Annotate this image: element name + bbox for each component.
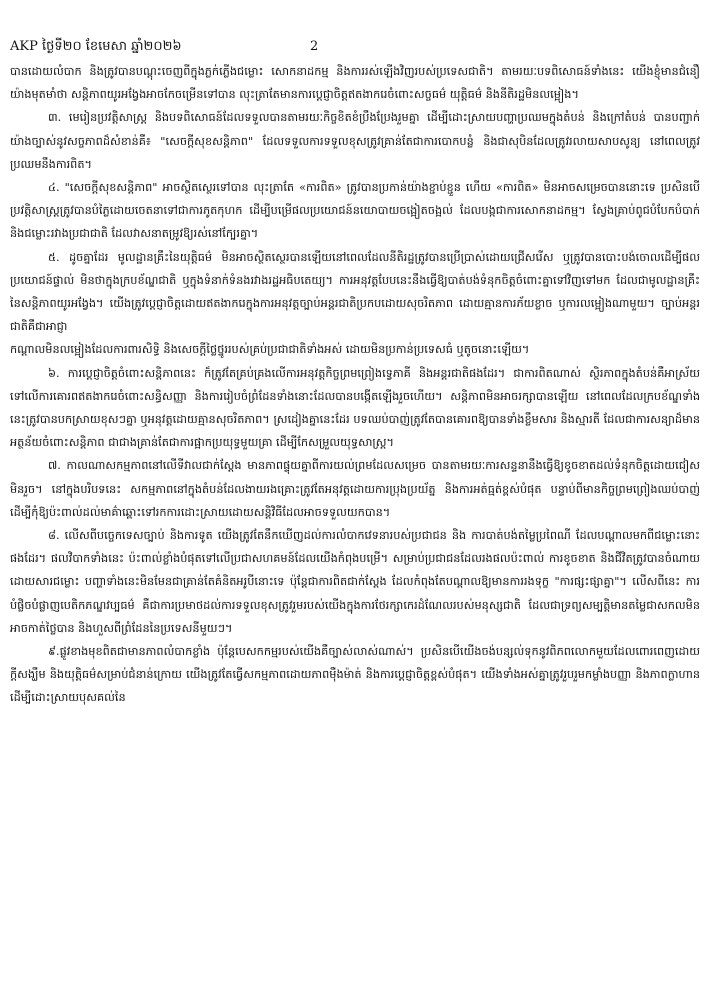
paragraph-4: ៤. "សេចក្ដីសុខសន្តិភាព" អាចស្ថិតស្ថេរទៅបាន លុះត្រាតែ «ការពិត» ត្រូវបានប្រកាន់យ៉ាងខ្ជាប់ខ្ជួន ហើយ «ការពិត» មិនអាចសម្រេចបាននោះទេ ប្រសិនបើប្រវត្តិសាស្ត្រត្រូវបានបំភ្លៃដោយចេតនាទៅជាការភូតកុហក ដើម្បីបម្រើផលប្រយោជន៍នយោបាយចង្អៀតចង្អល់ ដែលបង្កជាការសោកនាដកម្ម។ ស្វែងគ្រាប់ពូជបំបែកបំបាក់និងជម្លោះរវាងប្រជាជាតិ ដែលវាសនាតម្រូវឱ្យរស់នៅក្បែរគ្នា។ (10, 181, 700, 241)
header-agency-date: AKP ថ្ងៃទី២០ ខែមេសា ឆ្នាំ២០២៦ (10, 39, 182, 54)
paragraph-3: ៣. មេរៀនប្រវត្តិសាស្ត្រ និងបទពិសោធន៍ដែលទទួលបានតាមរយៈកិច្ចខិតខំប្រឹងប្រែងរួមគ្នា ដើម្បីដោះស្រាយបញ្ហាប្រឈមក្នុងតំបន់ និងក្រៅតំបន់ បានបញ្ជាក់យ៉ាងច្បាស់នូវសច្ចភាពដ៏សំខាន់គឺ៖ "សេចក្ដីសុខសន្តិភាព" ដែលទទួលការទទួលខុសត្រូវគ្រាន់តែជាការបោកបន្លំ និងជាសុបិនដែលត្រូវរលាយសាបសូន្យ នៅពេលត្រូវប្រឈមនឹងការពិត។ (10, 111, 700, 171)
page-header (10, 36, 700, 58)
paragraph-8: ៨. លើសពីបច្ចេកទេសច្បាប់ និងការទូត យើងត្រូវតែនឹកឃើញដល់ការលំបាកវេទនារបស់ប្រជាជន និង ការបាត់បង់តម្លៃប្រពៃណី ដែលបណ្ដាលមកពីជម្លោះនោះផងដែរ។ ផលវិបាកទាំងនេះ ប៉ះពាល់ខ្លាំងបំផុតទៅលើប្រជាសហគមន៍ដែលយើងកំពុងបម្រើ។ សម្រាប់ប្រជាជនដែលរងផលប៉ះពាល់ ការខូចខាត និងជីវិតត្រូវបានចំណាយដោយសារជម្លោះ បញ្ហាទាំងនេះមិនមែនជាគ្រាន់តែគំនិតអរូបីនោះទេ ប៉ុន្តែជាការពិតជាក់ស្ដែង ដែលកំពុងតែបណ្ដាលឱ្យមានការរងទុក្ខ "ការផ្សះផ្សាគ្នា"។ លើសពីនេះ ការបំផ្លិចបំផ្លាញបេតិកភណ្ឌវប្បធម៌ គឺជាការប្រមាថដល់ការទទួលខុសត្រូវរួមរបស់យើងក្នុងការថែរក្សាកេរដំណែលរបស់មនុស្សជាតិ ដែលជាទ្រព្យសម្បត្តិមានតម្លៃជាសកលមិនអាចកាត់ថ្លៃបាន និងហួសពីព្រំដែននៃប្រទេសនីមួយៗ។ (10, 529, 700, 635)
paragraph-5: ៥. ដូចគ្នាដែរ មូលដ្ឋានគ្រឹះនៃយុត្តិធម៌ មិនអាចស្ថិតស្ថេរបានឡើយនៅពេលដែលនីតិរដ្ឋត្រូវបានប្រើប្រាស់ដោយជ្រើសរើស ឬត្រូវបានបោះបង់ចោលដើម្បីផលប្រយោជន៍ផ្ទាល់ មិនថាក្នុងក្របខ័ណ្ឌជាតិ ឬក្នុងទំនាក់ទំនងរវាងរដ្ឋអធិបតេយ្យ។ ការអនុវត្តបែបនេះនឹងធ្វើឱ្យបាត់បង់ទំនុកចិត្តចំពោះគ្នាទៅវិញទៅមក ដែលជាមូលដ្ឋានគ្រឹះនៃសន្តិភាពយូរអង្វែង។ យើងត្រូវប្ដេជ្ញាចិត្តដោយឥតងាករេក្នុងការអនុវត្តច្បាប់អន្តរជាតិប្រកបដោយសុចរិតភាព ដោយគ្មានការភ័យខ្លាច ឬការលម្អៀងណាមួយ។ ច្បាប់អន្តរជាតិគឺជាអាជ្ញា (10, 250, 700, 334)
paragraph-7: ៧. កាលណាសកម្មភាពនៅលើទីវាលជាក់ស្ដែង មានភាពផ្ទុយគ្នាពីការយល់ព្រមដែលសម្រេច បានតាមរយៈការសន្ទនានឹងធ្វើឱ្យខូចខាតដល់ទំនុកចិត្តដោយជៀសមិនរួច។ នៅក្នុងបរិបទនេះ សកម្មភាពនៅក្នុងតំបន់ដែលងាយរងគ្រោះត្រូវតែអនុវត្តដោយការប្រុងប្រយ័ត្ន និងការអត់ធ្មត់ខ្ពស់បំផុត បន្ទាប់ពីមានកិច្ចព្រមព្រៀងឈប់បាញ់ ដើម្បីកុំឱ្យប៉ះពាល់ដល់មាគ៌ាឆ្ពោះទៅរកការដោះស្រាយដោយសន្តិវិធីដែលអាចទទួលយកបាន។ (10, 459, 700, 519)
paragraph-9: ៩.ផ្លូវខាងមុខពិតជាមានភាពលំបាកខ្លាំង ប៉ុន្តែបេសកកម្មរបស់យើងគឺច្បាស់លាស់ណាស់។ ប្រសិនបើយើងចង់បន្សល់ទុកនូវពិភពលោកមួយដែលពោរពេញដោយក្ដីសង្ឃឹម និងយុត្តិធម៌សម្រាប់ជំនាន់ក្រោយ យើងត្រូវតែធ្វើសកម្មភាពដោយភាពម៉ឺងម៉ាត់ និងការប្ដេជ្ញាចិត្តខ្ពស់បំផុត។ យើងទាំងអស់គ្នាត្រូវរួបរួមកម្លាំងបញ្ញា និងភាពក្លាហាន ដើម្បីដោះស្រាយបុសគល់នៃ (10, 645, 700, 705)
paragraph-5-continuation: កណ្ដាលមិនលម្អៀងដែលការពារសិទ្ធិ និងសេចក្ដីថ្លៃថ្នូររបស់គ្រប់ប្រជាជាតិទាំងអស់ ដោយមិនប្រកាន់ប្រទេសធំ ឬតូចនោះឡើយ។ (10, 343, 530, 357)
document-body (10, 60, 700, 710)
paragraph-continuation: បានដោយលំបាក និងត្រូវបានបណ្ដុះចេញពីក្នុងភ្លក់ភ្លើងជម្លោះ សោកនាដកម្ម និងការរស់ឡើងវិញរបស់ប្រទេសជាតិ។ តាមរយៈបទពិសោធន៍ទាំងនេះ យើងខ្ញុំមានជំនឿយ៉ាងមុតមាំថា សន្តិភាពយូរអង្វែងអាចកែចម្រើនទៅបាន លុះត្រាតែមានការប្ដេជ្ញាចិត្តឥតងាករេចំពោះសច្ចធម៌ យុត្តិធម៌ និងនីតិរដ្ឋមិនលម្អៀង។ (10, 65, 700, 102)
paragraph-6: ៦. ការប្ដេជ្ញាចិត្តចំពោះសន្តិភាពនេះ ក៏ត្រូវតែគ្រប់គ្រងលើការអនុវត្តកិច្ចព្រមព្រៀងទ្វេភាគី និងអន្តរជាតិផងដែរ។ ជាការពិតណាស់ ស្ថិរភាពក្នុងតំបន់គឺអាស្រ័យទៅលើការគោរពឥតងាករេចំពោះសន្ធិសញ្ញា និងការរៀបចំព្រំដែនទាំងនោះដែលបានបង្កើតឡើងរួចហើយ។ សន្តិភាពមិនអាចរក្សាបានឡើយ នៅពេលដែលក្របខ័ណ្ឌទាំងនេះត្រូវបានបកស្រាយខុសៗគ្នា ឬអនុវត្តដោយគ្មានសុចរិតភាព។ ស្រដៀងគ្នានេះដែរ បទឈប់បាញ់ត្រូវតែបានគោរពឱ្យបានទាំងខ្លឹមសារ និងស្មារតី ដែលជាការសន្យាដ៏មានអត្ថន័យចំពោះសន្តិភាព ជាជាងគ្រាន់តែជាការផ្អាកប្រយុទ្ធមួយគ្រា ដើម្បីកែសម្រួលយុទ្ធសាស្ត្រ។ (10, 366, 700, 450)
page-number: 2 (310, 39, 319, 54)
